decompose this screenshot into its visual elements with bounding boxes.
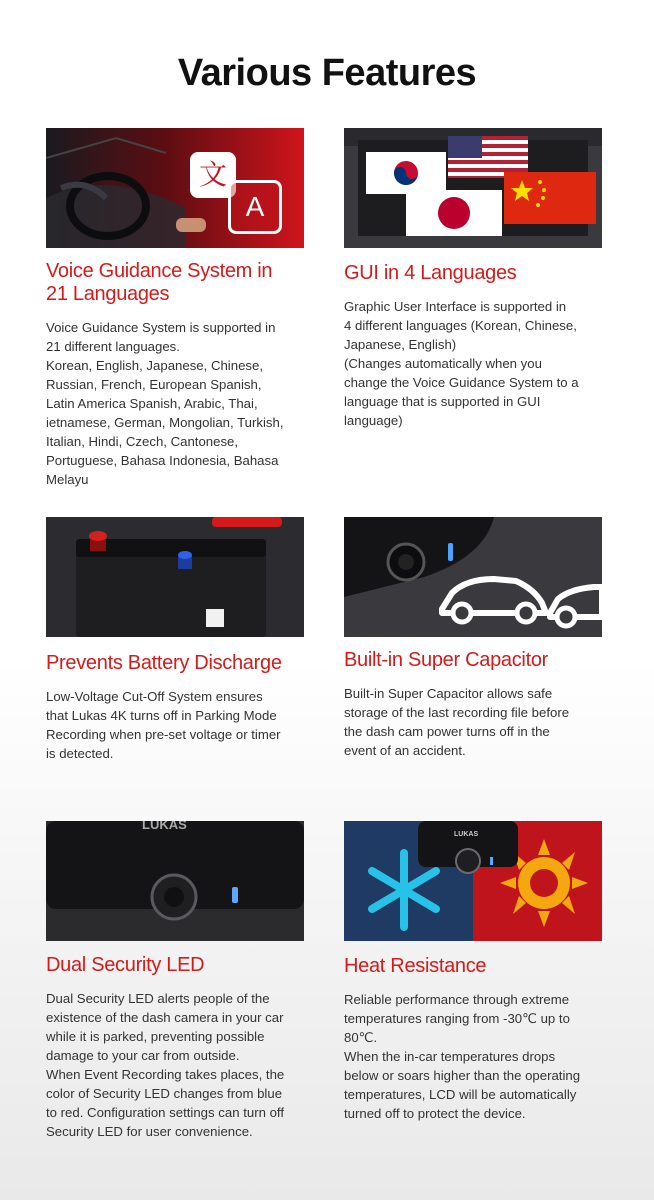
feature-description: Reliable performance through extreme temperatures ranging from -30℃ up to 80℃. When the in-car temperatures drops below or soars higher than the operating temperatures, LCD will be automatically turned off to protect the device.: [344, 992, 581, 1121]
latin-char-glyph: A: [228, 180, 282, 234]
voice-guidance-image: [46, 128, 304, 248]
feature-battery: [46, 517, 304, 763]
feature-voice-guidance: [46, 128, 304, 489]
feature-description: Built-in Super Capacitor allows safe storage of the last recording file before the dash cam power turns off in the event of an accident.: [344, 686, 570, 758]
feature-heading: Prevents Battery Discharge: [46, 652, 282, 674]
battery-icon: [46, 517, 304, 637]
car-collision-icon: [344, 517, 602, 637]
feature-description: Low-Voltage Cut-Off System ensures that Lukas 4K turns off in Parking Mode Recording when pre-set voltage or timer is detected.: [46, 689, 281, 761]
feature-description: Voice Guidance System is supported in 21 different languages. Korean, English, Japanese, Chinese, Russian, French, European Spanish, Latin America Spanish, Arabic, Thai, ietnamese, German, Mongolian, Turkish, Italian, Hindi, Czech, Cantonese, Portuguese, Bahasa Indonesia, Bahasa Melayu: [46, 320, 284, 487]
flags-icon: [344, 128, 602, 248]
page-title: Various Features: [177, 52, 477, 94]
feature-heading: Dual Security LED: [46, 954, 205, 976]
feature-heading: Heat Resistance: [344, 955, 487, 977]
feature-security-led: [46, 821, 304, 1141]
chinese-char-glyph: 文: [190, 152, 236, 198]
feature-heading: GUI in 4 Languages: [344, 262, 517, 284]
feature-description: Dual Security LED alerts people of the existence of the dash camera in your car while it is parked, preventing possible damage to your car from outside. When Event Recording takes places, the color of Security LED changes from blue to red. Configuration settings can turn off Security LED for user convenience.: [46, 991, 285, 1139]
translate-icon: [190, 142, 280, 232]
feature-super-capacitor: [344, 517, 602, 760]
lukas-logo: LUKAS: [142, 821, 187, 832]
feature-gui-languages: [344, 128, 602, 430]
camera-led-icon: [46, 821, 304, 941]
feature-heading: Voice Guidance System in 21 Languages: [46, 260, 273, 305]
lukas-logo: LUKAS: [454, 831, 479, 838]
feature-heading: Built-in Super Capacitor: [344, 649, 549, 671]
feature-heat-resistance: [344, 821, 602, 1123]
feature-description: Graphic User Interface is supported in 4 different languages (Korean, Chinese, Japanese, English) (Changes automatically when you change the Voice Guidance System to a language that is supported in GUI language): [344, 299, 579, 428]
snowflake-sun-icon: [344, 821, 602, 941]
